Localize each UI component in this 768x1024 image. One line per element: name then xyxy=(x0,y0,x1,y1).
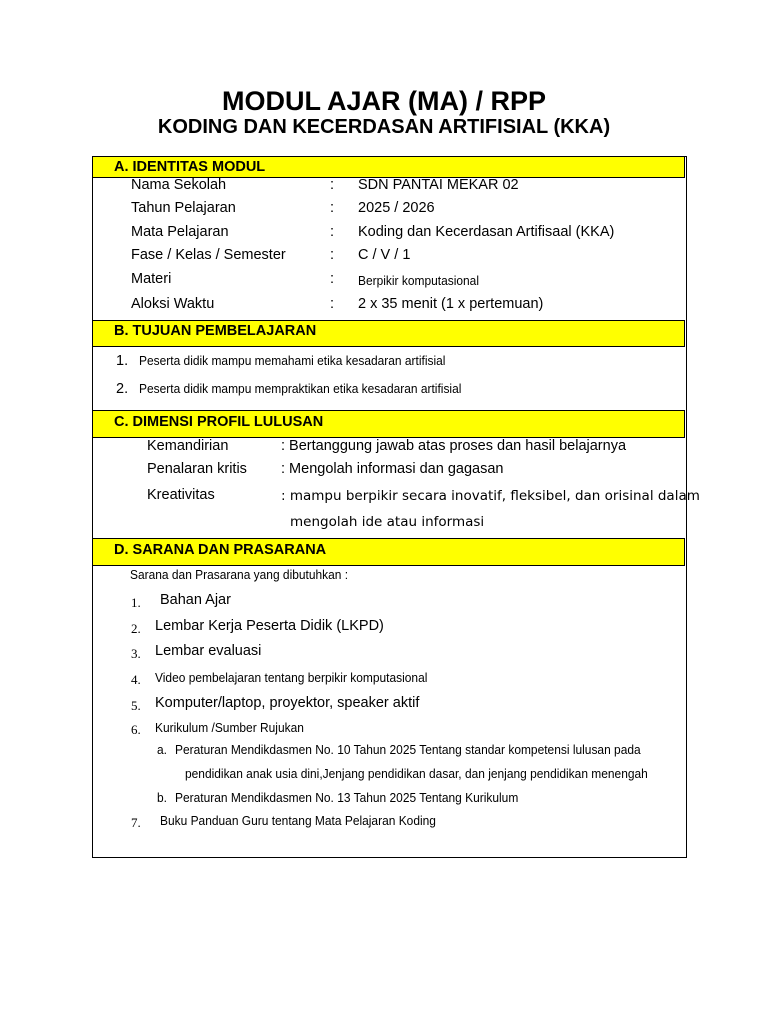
identity-label: Aloksi Waktu xyxy=(131,296,215,312)
identity-sep: : xyxy=(330,200,335,216)
identity-label: Nama Sekolah xyxy=(131,177,227,193)
facility-number: 3. xyxy=(131,646,141,661)
profile-value: : mampu berpikir secara inovatif, fleksibel, dan orisinal dalam xyxy=(281,488,700,504)
facility-item: Lembar evaluasi xyxy=(155,643,262,659)
section-b-heading: B. TUJUAN PEMBELAJARAN xyxy=(92,320,685,347)
facilities-intro: Sarana dan Prasarana yang dibutuhkan : xyxy=(130,567,349,582)
profile-value: : Mengolah informasi dan gagasan xyxy=(281,461,504,477)
profile-value: : Bertanggung jawab atas proses dan hasil belajarnya xyxy=(281,438,627,454)
identity-value: 2025 / 2026 xyxy=(358,200,435,216)
identity-sep: : xyxy=(330,177,335,193)
objective-number: 2. xyxy=(116,381,129,397)
identity-value: 2 x 35 menit (1 x pertemuan) xyxy=(358,296,544,312)
reference-item-continued: pendidikan anak usia dini,Jenjang pendidikan dasar, dan jenjang pendidikan menengah xyxy=(185,766,648,781)
profile-value-continued: mengolah ide atau informasi xyxy=(290,514,485,530)
facility-number: 5. xyxy=(131,698,141,713)
facility-number: 1. xyxy=(131,595,141,610)
objective-text: Peserta didik mampu memahami etika kesadaran artifisial xyxy=(139,353,446,368)
identity-value: Berpikir komputasional xyxy=(358,273,479,288)
identity-label: Mata Pelajaran xyxy=(131,224,229,240)
reference-item: Peraturan Mendikdasmen No. 13 Tahun 2025 Tentang Kurikulum xyxy=(175,790,519,805)
section-d-heading: D. SARANA DAN PRASARANA xyxy=(92,538,685,566)
facility-number: 6. xyxy=(131,722,141,737)
profile-label: Kreativitas xyxy=(147,487,215,503)
facility-number: 7. xyxy=(131,815,141,830)
facility-item: Bahan Ajar xyxy=(160,592,231,608)
identity-label: Materi xyxy=(131,271,172,287)
facility-item: Kurikulum /Sumber Rujukan xyxy=(155,720,304,735)
reference-letter: b. xyxy=(157,790,167,805)
profile-label: Kemandirian xyxy=(147,438,229,454)
section-a-heading: A. IDENTITAS MODUL xyxy=(92,156,685,178)
facility-number: 4. xyxy=(131,672,141,687)
identity-label: Tahun Pelajaran xyxy=(131,200,236,216)
page-title: MODUL AJAR (MA) / RPP xyxy=(222,86,546,116)
reference-letter: a. xyxy=(157,742,167,757)
identity-sep: : xyxy=(330,247,335,263)
identity-value: Koding dan Kecerdasan Artifisaal (KKA) xyxy=(358,224,615,240)
section-c-heading: C. DIMENSI PROFIL LULUSAN xyxy=(92,410,685,438)
objective-text: Peserta didik mampu mempraktikan etika kesadaran artifisial xyxy=(139,381,462,396)
identity-sep: : xyxy=(330,296,335,312)
profile-label: Penalaran kritis xyxy=(147,461,247,477)
facility-number: 2. xyxy=(131,621,141,636)
identity-sep: : xyxy=(330,271,335,287)
reference-item: Peraturan Mendikdasmen No. 10 Tahun 2025 Tentang standar kompetensi lulusan pada xyxy=(175,742,641,757)
identity-label: Fase / Kelas / Semester xyxy=(131,247,286,263)
page-subtitle: KODING DAN KECERDASAN ARTIFISIAL (KKA) xyxy=(157,116,611,138)
identity-sep: : xyxy=(330,224,335,240)
identity-value: C / V / 1 xyxy=(358,247,411,263)
facility-item: Buku Panduan Guru tentang Mata Pelajaran Koding xyxy=(160,813,436,828)
facility-item: Video pembelajaran tentang berpikir komputasional xyxy=(155,670,428,685)
facility-item: Komputer/laptop, proyektor, speaker aktif xyxy=(155,695,420,711)
facility-item: Lembar Kerja Peserta Didik (LKPD) xyxy=(155,618,384,634)
identity-value: SDN PANTAI MEKAR 02 xyxy=(358,177,519,193)
objective-number: 1. xyxy=(116,353,129,369)
